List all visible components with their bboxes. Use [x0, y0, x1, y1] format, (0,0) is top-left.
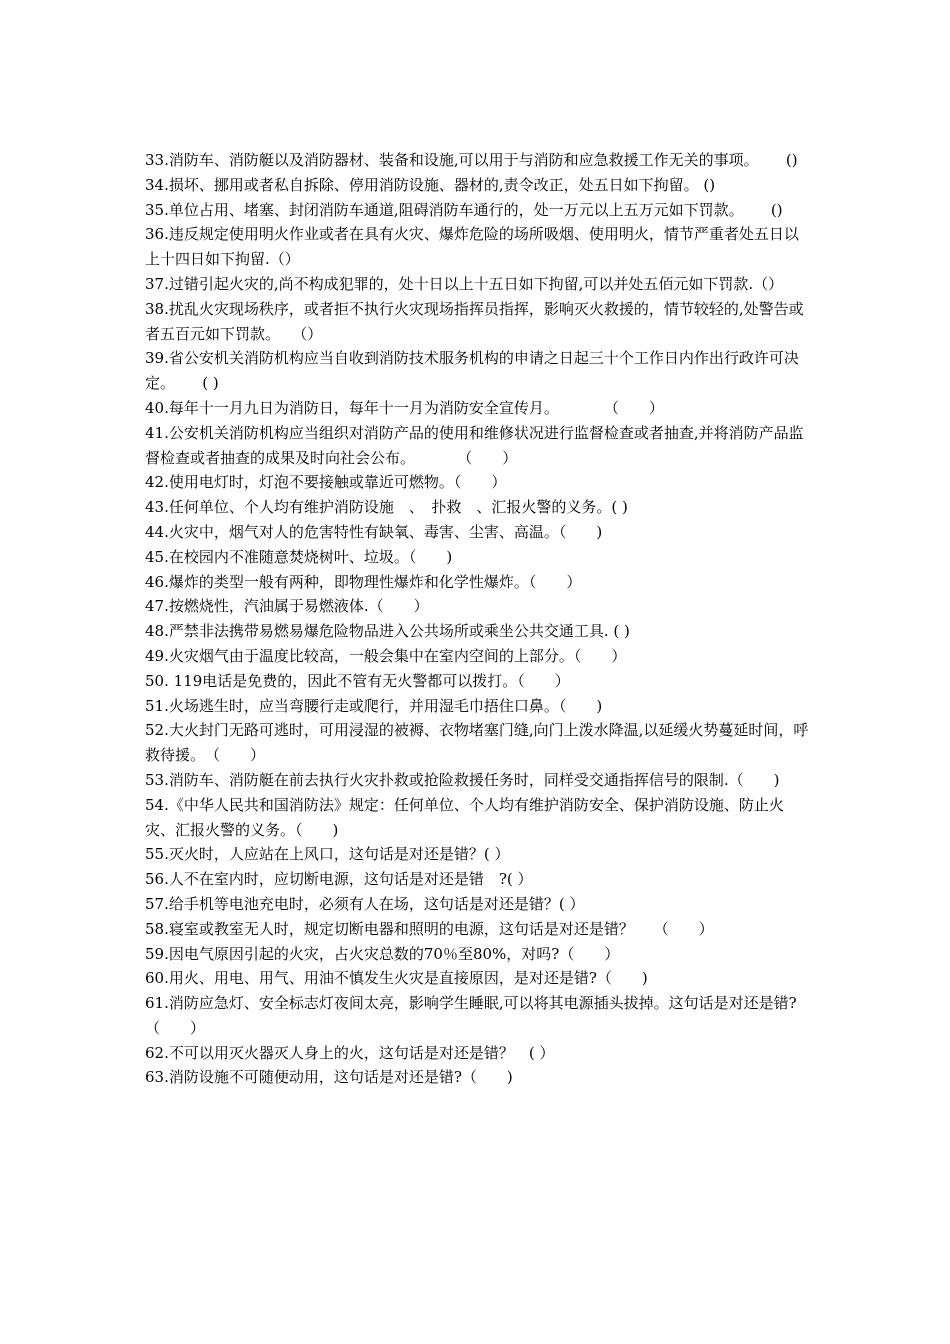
question-63: 63.消防设施不可随便动用，这句话是对还是错?（ ): [145, 1068, 513, 1087]
question-50: 50. 119电话是免费的，因此不管有无火警都可以拨打。（ ）: [145, 671, 570, 690]
question-34: 34.损坏、挪用或者私自拆除、停用消防设施、器材的,责令改正，处五日如下拘留。 (): [145, 175, 716, 194]
question-57: 57.给手机等电池充电时，必须有人在场，这句话是对还是错？( ）: [145, 894, 585, 913]
question-39: 39.省公安机关消防机构应当自收到消防技术服务机构的申请之日起三十个工作日内作出行政许可决定。 ( ): [145, 349, 799, 393]
question-35: 35.单位占用、堵塞、封闭消防车通道,阻碍消防车通行的，处一万元以上五万元如下罚款。 (): [145, 200, 783, 219]
document-page: [145, 148, 810, 1090]
question-55: 55.灭火时，人应站在上风口，这句话是对还是错？( ）: [145, 845, 510, 864]
question-51: 51.火场逃生时，应当弯腰行走或爬行，并用湿毛巾捂住口鼻。（ ): [145, 696, 603, 715]
question-62: 62.不可以用灭火器灭人身上的火，这句话是对还是错？ ( ）: [145, 1043, 555, 1062]
question-36: 36.违反规定使用明火作业或者在具有火灾、爆炸危险的场所吸烟、使用明火，情节严重者处五日以上十四日如下拘留.（）: [145, 225, 799, 269]
question-46: 46.爆炸的类型一般有两种，即物理性爆炸和化学性爆炸。（ ）: [145, 572, 582, 591]
question-47: 47.按燃烧性，汽油属于易燃液体.（ ）: [145, 597, 429, 616]
question-54: 54.《中华人民共和国消防法》规定：任何单位、个人均有维护消防安全、保护消防设施、防止火灾、汇报火警的义务。（ ): [145, 795, 784, 839]
question-41: 41.公安机关消防机构应当组织对消防产品的使用和维修状况进行监督检查或者抽查,并将消防产品监督检查或者抽查的成果及时向社会公布。 （ ）: [145, 423, 804, 467]
question-52: 52.大火封门无路可逃时，可用浸湿的被褥、衣物堵塞门缝,向门上泼水降温,以延缓火势蔓延时间，呼救待援。 （ ）: [145, 721, 809, 765]
question-33: 33.消防车、消防艇以及消防器材、装备和设施,可以用于与消防和应急救援工作无关的事项。 (): [145, 151, 798, 169]
question-53: 53.消防车、消防艇在前去执行火灾扑救或抢险救援任务时，同样受交通指挥信号的限制.（ ): [145, 770, 780, 789]
question-43: 43.任何单位、个人均有维护消防设施 、 扑救 、汇报火警的义务。( ): [145, 498, 628, 517]
question-40: 40.每年十一月九日为消防日，每年十一月为消防安全宣传月。 （ ）: [145, 398, 664, 417]
question-48: 48.严禁非法携带易燃易爆危险物品进入公共场所或乘坐公共交通工具. ( ): [145, 622, 630, 641]
question-42: 42.使用电灯时，灯泡不要接触或靠近可燃物。（ ）: [145, 473, 507, 492]
question-44: 44.火灾中，烟气对人的危害特性有缺氧、毒害、尘害、高温。（ ): [145, 522, 603, 541]
question-60: 60.用火、用电、用气、用油不慎发生火灾是直接原因，是对还是错?（ ): [145, 969, 648, 988]
question-37: 37.过错引起火灾的,尚不构成犯罪的，处十日以上十五日如下拘留,可以并处五佰元如下罚款.（）: [145, 274, 784, 293]
question-38: 38.扰乱火灾现场秩序，或者拒不执行火灾现场指挥员指挥，影响灭火救援的，情节较轻的,处警告或者五百元如下罚款。 （）: [145, 299, 804, 343]
question-56: 56.人不在室内时，应切断电源，这句话是对还是错 ?( ）: [145, 870, 533, 889]
question-58: 58.寝室或教室无人时，规定切断电器和照明的电源，这句话是对还是错？ （ ）: [145, 919, 714, 938]
question-61: 61.消防应急灯、安全标志灯夜间太亮，影响学生睡眠,可以将其电源插头拔掉。这句话是对还是错?（ ）: [145, 994, 797, 1037]
question-59: 59.因电气原因引起的火灾，占火灾总数的70％至80%，对吗?（ ）: [145, 944, 620, 963]
question-49: 49.火灾烟气由于温度比较高，一般会集中在室内空间的上部分。（ ）: [145, 646, 627, 665]
question-45: 45.在校园内不准随意焚烧树叶、垃圾。（ ): [145, 547, 453, 566]
